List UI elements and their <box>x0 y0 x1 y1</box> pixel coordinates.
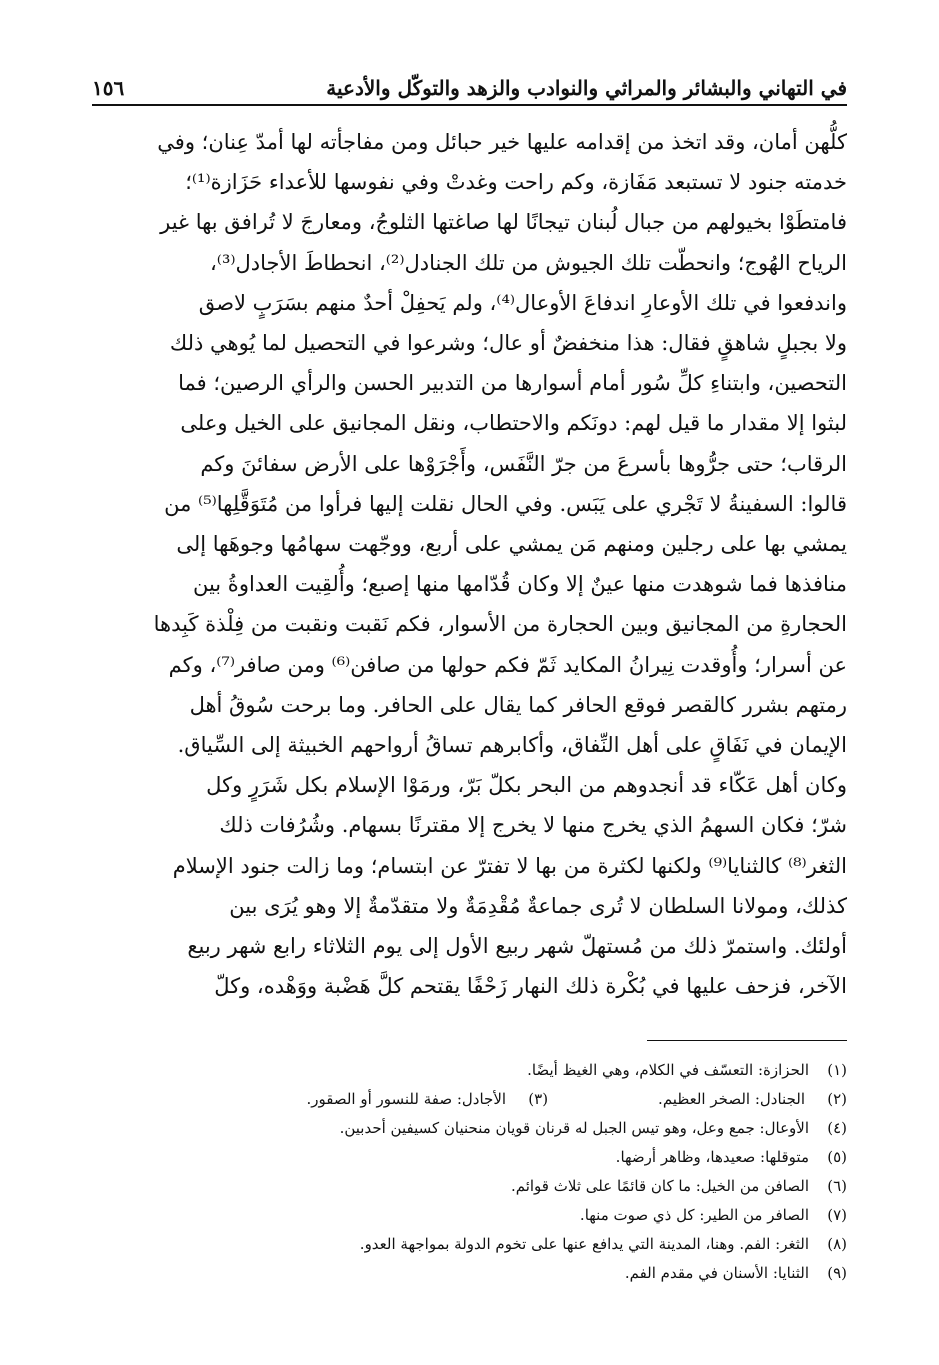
body-line: شرّ؛ فكان السهمُ الذي يخرج منها لا يخرج إلا مقترنًا بسهام. وشُرُفات ذلك <box>219 813 847 838</box>
footnote-9 <box>92 1259 847 1288</box>
body-line: خدمته جنود لا تستبعد مَفَازة، وكم راحت وغدتْ وفي نفوسها للأعداء حَزَازة⁽¹⁾؛ <box>185 170 847 195</box>
body-line: رمتهم بشرر كالقصر فوقع الحافر كما يقال على الحافر. وما برحت سُوقُ أهل <box>189 692 847 717</box>
body-line: كلُّهن أمان، وقد اتخذ من إقدامه عليها خير حبائل ومن مفاجأته لها أمدّ عِنان؛ وفي <box>157 130 847 154</box>
footnote-1 <box>92 1056 847 1085</box>
body-line: ولا بجبلٍ شاهقٍ فقال: هذا منخفضٌ أو عال؛ وشرعوا في التحصيل لما يُوهي ذلك <box>169 331 847 356</box>
body-line: التحصين، وابتناءِ كلِّ سُور أمام أسوارها من التدبير الحسن والرأي الرصين؛ فما <box>178 371 847 396</box>
footnote-text: الصافن من الخيل: ما كان قائمًا على ثلاث قوائم. <box>510 1177 809 1195</box>
footnote-text: الأوعال: جمع وعل، وهو تيس الجبل له قرنان قويان منحنيان كسيفين أحدبين. <box>339 1119 809 1137</box>
body-line: الرياح الهُوج؛ وانحطّت تلك الجيوش من تلك الجنادل⁽²⁾، انحطاطَ الأجادل⁽³⁾، <box>210 250 847 275</box>
body-line: أولئك. واستمرّ ذلك من مُستهلّ شهر ربيع الأول إلى يوم الثلاثاء رابع شهر ربيع <box>187 934 847 959</box>
body-line: الرقاب؛ حتى جرُّوها بأسرعَ من جرّ النَّفَس، وأَجْرَوْها على الأرض سفائنَ وكم <box>200 451 847 476</box>
footnote-text: الجنادل: الصخر العظيم. <box>658 1090 805 1108</box>
footnote-number: (٥) <box>827 1148 847 1166</box>
footnote-7 <box>92 1201 847 1230</box>
footnote-3 <box>306 1085 548 1114</box>
body-line: الثغر⁽⁸⁾ كالثنايا⁽⁹⁾ ولكنها لكثرة من بها لا تفترّ عن ابتسام؛ وما زالت جنود الإسلام <box>172 853 847 878</box>
body-line: عن أسرار؛ وأُوقدت نِيرانُ المكايد ثَمّ فكم حولها من صافن⁽⁶⁾ ومن صافر⁽⁷⁾، وكم <box>168 652 847 677</box>
body-text <box>92 122 847 1006</box>
footnote-text: الثنايا: الأسنان في مقدم الفم. <box>624 1264 809 1282</box>
footnote-number: (٤) <box>827 1119 847 1137</box>
footnote-number: (٢) <box>827 1090 847 1108</box>
page-header <box>92 60 847 100</box>
body-line: كذلك، ومولانا السلطان لا تُرى جماعةٌ مُقْدِمَةٌ ولا متقدّمةٌ إلا وهو يُرَى بين <box>229 893 847 918</box>
body-line: منافذها فما شوهدت منها عينٌ إلا وكان قُدّامها منها إصبع؛ وأُلقِيت العداوةُ بين <box>192 572 847 597</box>
body-line: يمشي بها على رجلين ومنهم مَن يمشي على أربع، ووجّهت سهامُها وجوهَها إلى <box>176 532 847 557</box>
body-line: لبثوا إلا مقدار ما قيل لهم: دونَكم والاحتطاب، ونقل المجانيق على الخيل وعلى <box>180 411 847 436</box>
footnote-text: الثغر: الفم. وهنا، المدينة التي يدافع عنها على تخوم الدولة بمواجهة العدو. <box>359 1235 809 1253</box>
footnote-text: متوقلها: صعيدها، وظاهر أرضها. <box>615 1148 809 1166</box>
footnote-number: (٦) <box>827 1177 847 1195</box>
footnote-text: الأجادل: صفة للنسور أو الصقور. <box>306 1090 507 1108</box>
body-line: وكان أهل عَكّاء قد أنجدوهم من البحر بكلّ بَرّ، ورمَوْا الإسلام بكل شَرَرٍ وكل <box>206 773 847 798</box>
running-title: في التهاني والبشائر والمراثي والنوادب والزهد والتوكّل والأدعية <box>326 76 847 100</box>
page-number: ١٥٦ <box>92 76 125 100</box>
footnote-4 <box>92 1114 847 1143</box>
footnote-number: (٨) <box>827 1235 847 1253</box>
footnote-number: (١) <box>827 1061 847 1079</box>
body-line: الحجارةِ من المجانيق وبين الحجارة من الأسوار، فكم نَقبت ونقبت من فِلْذة كَبِدها <box>153 612 847 637</box>
header-rule <box>92 104 847 106</box>
footnote-text: الصافر من الطير: كل ذي صوت منها. <box>579 1206 809 1224</box>
footnote-number: (٣) <box>528 1090 549 1108</box>
body-line: قالوا: السفينةُ لا تَجْري على يَبَس. وفي الحال نقلت إليها فرأوا من مُتَوَقَّلِها⁽⁵⁾ من <box>164 491 847 516</box>
footnotes <box>92 1056 847 1288</box>
footnote-6 <box>92 1172 847 1201</box>
body-line: واندفعوا في تلك الأوعارِ اندفاعَ الأوعال⁽⁴⁾، ولم يَحفِلْ أحدٌ منهم بسَرَبٍ لاصق <box>198 290 847 315</box>
footnote-number: (٧) <box>827 1206 847 1224</box>
body-line: الإيمان في نَفَاقٍ على أهل النِّفاق، وأكابرهم تساقُ أرواحهم الخبيثة إلى السِّياق. <box>177 733 847 758</box>
footnote-text: الحزازة: التعسّف في الكلام، وهي الغيظ أيضًا. <box>527 1061 809 1079</box>
footnote-number: (٩) <box>827 1264 847 1282</box>
footnote-separator <box>647 1040 847 1041</box>
footnote-5 <box>92 1143 847 1172</box>
footnote-2 <box>658 1085 847 1114</box>
footnote-2-3 <box>92 1085 847 1114</box>
body-line: فامتطَوْا بخيولهم من جبال لُبنان تيجانًا لها صاغتها الثلوجُ، ومعارجَ لا تُرافق بها غير <box>160 210 847 235</box>
body-line: الآخر، فزحف عليها في بُكْرة ذلك النهار زَحْفًا يقتحم كلَّ هَضْبة ووَهْده، وكلّ <box>214 974 847 999</box>
footnote-8 <box>92 1230 847 1259</box>
